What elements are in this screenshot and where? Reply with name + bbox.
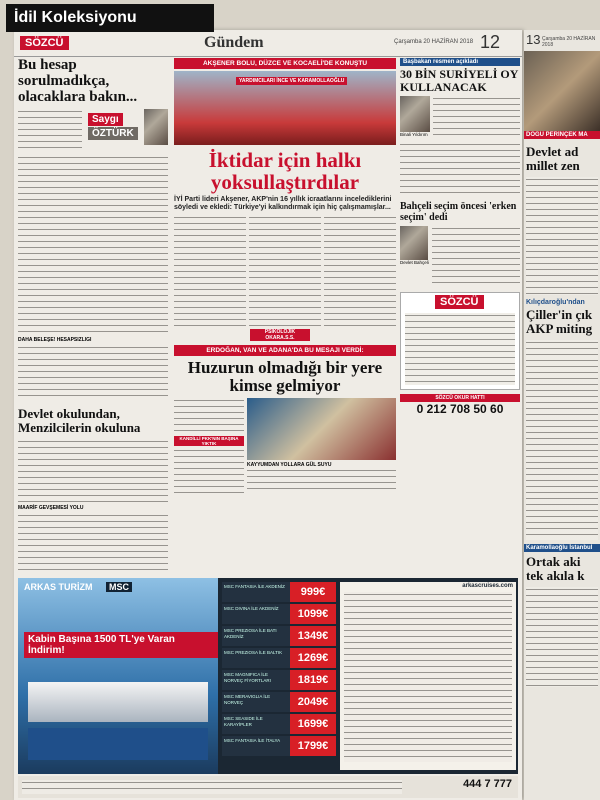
right-headline-2: Bahçeli seçim öncesi 'erken seçim' dedi: [400, 201, 517, 223]
price-value: 1269€: [290, 648, 336, 668]
right-text-2: [400, 142, 520, 198]
neighbour-text-3: [526, 587, 598, 687]
neighbour-headline: Devlet ad millet zen: [526, 144, 580, 173]
neighbour-text-2: [526, 340, 598, 540]
price-value: 1699€: [290, 714, 336, 734]
crowd-photo: [247, 398, 396, 460]
price-label: MSC FANTASIA İLE AKDENİZ: [222, 582, 290, 602]
neighbour-page: [524, 30, 600, 800]
price-row: [222, 582, 336, 602]
top-banner: AKŞENER BOLU, DÜZCE VE KOCAELİ'DE KONUŞTU: [174, 58, 396, 69]
left-headline: Bu hesap sorulmadıkça, olacaklara bakın...: [18, 57, 138, 105]
price-label: MSC DIVINA İLE AKDENİZ: [222, 604, 290, 624]
price-label: MSC FANTASIA İLE İTALYA: [222, 736, 290, 756]
hotline-label: SÖZCÜ OKUR HATTI: [400, 394, 520, 402]
itinerary-table: [340, 582, 516, 770]
masthead: [14, 30, 522, 57]
bahceli-photo: [400, 226, 428, 260]
newspaper-page: [14, 30, 522, 800]
itinerary-text: [344, 592, 512, 762]
price-row: [222, 736, 336, 756]
neighbour-date: Çarşamba 20 HAZİRAN 2018: [542, 36, 596, 48]
column-subhead-2: MAARİF GEVŞEMESİ YOLU: [18, 504, 84, 511]
price-value: 999€: [290, 582, 336, 602]
bahceli-name: Devlet Bahçeli: [400, 260, 429, 266]
sea-graphic: [28, 728, 208, 760]
left-headline-2: Devlet okulundan, Menzilcilerin okuluna: [18, 406, 141, 435]
columnist-photo: [144, 109, 168, 145]
middle-column: [174, 58, 396, 496]
price-value: 1819€: [290, 670, 336, 690]
price-list: [222, 582, 336, 758]
column-subhead: DAHA BELEŞE! HESAPSIZLIGI: [18, 337, 92, 344]
caption-text: [247, 468, 396, 490]
second-banner: ERDOĞAN, VAN VE ADANA'DA BU MESAJI VERDİ:: [174, 345, 396, 356]
cruise-ad: [18, 578, 518, 774]
neighbour-subhead-2: Karamollaoğlu İstanbul: [524, 544, 600, 552]
section-title: Gündem: [204, 34, 264, 51]
ad-brand-msc: MSC: [106, 582, 132, 592]
pm-photo: [400, 96, 430, 132]
neighbour-headline-2: Çiller'in çık AKP miting: [526, 307, 593, 336]
main-headline: İktidar için halkı yoksullaştırdılar: [208, 148, 362, 195]
price-row: [222, 604, 336, 624]
price-label: MSC PREZIOSA İLE BATI AKDENİZ: [222, 626, 290, 646]
price-label: MSC PREZIOSA İLE BALTIK: [222, 648, 290, 668]
photo-caption-banner: YARDIMCILARI İNCE VE KARAMOLLAOĞLU: [236, 77, 347, 85]
ad-footer: [18, 776, 518, 798]
erdogan-subhead: KANDİLLİ PKK'NIN BAŞINA YIKTIK: [174, 436, 244, 446]
issue-date: Çarşamba 20 HAZİRAN 2018: [394, 39, 474, 45]
column-text: [18, 155, 168, 335]
column-text-4: [18, 513, 168, 573]
paper-logo: SÖZCÜ: [20, 36, 69, 50]
ad-phone: 444 7 777: [463, 778, 512, 790]
price-label: MSC MAGNIFICA İLE NORVEÇ FİYORTLARI: [222, 670, 290, 690]
column-text-3: [18, 439, 168, 503]
price-value: 1099€: [290, 604, 336, 624]
left-column: [18, 58, 168, 558]
erdogan-text: [174, 398, 244, 434]
price-row: [222, 626, 336, 646]
second-headline: Huzurun olmadığı bir yere kimse gelmiyor: [187, 358, 383, 395]
price-row: [222, 648, 336, 668]
imprint-logo: SÖZCÜ: [435, 295, 484, 309]
price-row: [222, 692, 336, 712]
ad-slogan: Kabin Başına 1500 TL'ye Varan İndirim!: [24, 632, 218, 658]
article-col-3: [324, 215, 396, 327]
neighbour-subhead: Kılıçdaroğlu'ndan: [526, 299, 585, 306]
column-text-2: [18, 345, 168, 401]
neighbour-headline-3: Ortak aki tek akıla k: [526, 554, 585, 583]
photo-caption: KAYYUMDAN YOLLARA GÜL SUYU: [247, 461, 332, 468]
price-value: 2049€: [290, 692, 336, 712]
erdogan-text-2: [174, 448, 244, 496]
overlay-title: İdil Koleksiyonu: [6, 4, 214, 32]
columnist-first-name: Saygı: [88, 113, 123, 126]
neighbour-text: [526, 177, 598, 295]
ad-brand: ARKAS TURİZM: [24, 582, 93, 592]
price-label: MSC MERAVIGLIA İLE NORVEÇ: [222, 692, 290, 712]
right-kicker: Başbakan resmen açıkladı: [400, 58, 520, 66]
right-column: [400, 58, 520, 416]
article-col-1: [174, 215, 246, 327]
ad-footer-text: [22, 780, 402, 794]
imprint-text: [405, 313, 515, 385]
text-block: [18, 109, 82, 151]
rally-photo: [174, 71, 396, 145]
right-text-3: [432, 226, 520, 286]
price-row: [222, 670, 336, 690]
hotline-number: 0 212 708 50 60: [416, 402, 504, 417]
article-col-2: [249, 215, 321, 327]
neighbour-caption: DOĞU PERİNÇEK MA: [524, 131, 600, 139]
ship-graphic: [28, 682, 208, 722]
pm-name: Binali Yıldırım: [400, 132, 428, 138]
ad-image: [18, 578, 218, 774]
main-lead: İYİ Parti lideri Akşener, AKP'nin 16 yıllık icraatlarını incelediklerini söyledi ve ekledi: Türkiye'yi kalkındırmak için hiç çalışmamışlar...: [174, 196, 392, 212]
right-text: [433, 96, 520, 140]
neighbour-photo: [524, 51, 600, 131]
price-row: [222, 714, 336, 734]
price-value: 1799€: [290, 736, 336, 756]
columnist-last-name: ÖZTÜRK: [88, 127, 138, 140]
right-headline: 30 BİN SURİYELİ OY KULLANACAK: [400, 67, 518, 94]
ad-url: arkascruises.com: [462, 583, 513, 589]
page-number: 12: [480, 32, 501, 52]
price-label: MSC SEASIDE İLE KARAYİPLER: [222, 714, 290, 734]
article-subhead: PSİKOLOJİK OKARA.S.S.: [250, 329, 310, 341]
imprint-box: [400, 292, 520, 390]
price-value: 1349€: [290, 626, 336, 646]
neighbour-page-number: 13: [526, 32, 541, 47]
